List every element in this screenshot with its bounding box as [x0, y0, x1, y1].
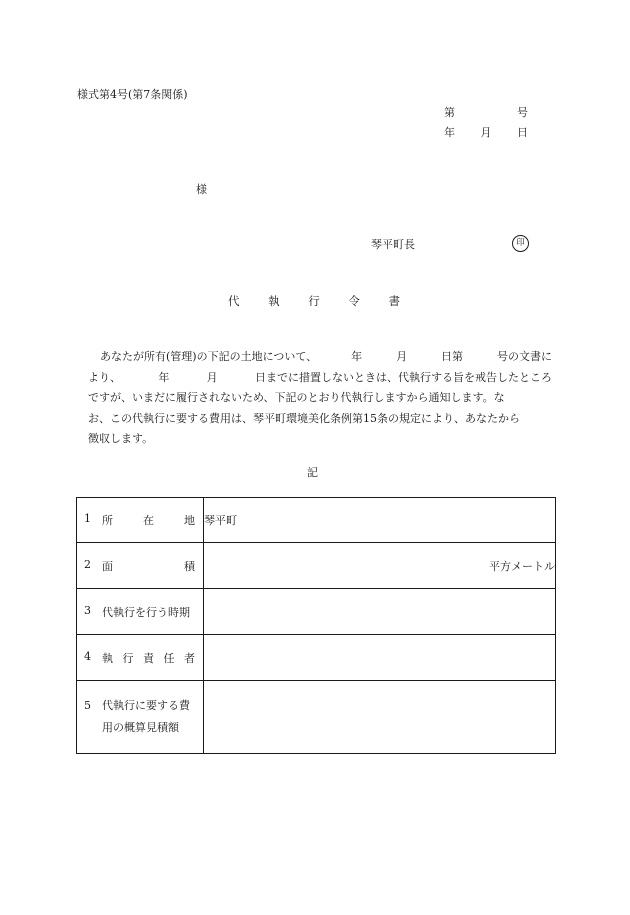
label-line: 用の概算見積額 [102, 721, 179, 734]
details-table [76, 497, 556, 754]
body-text [88, 347, 552, 450]
table-row [77, 635, 556, 681]
row-number: 3 [84, 603, 91, 617]
label-char: 任 [163, 651, 175, 665]
body-segment: 年 [158, 370, 170, 384]
row-label-text [102, 695, 195, 739]
row-label [77, 589, 204, 635]
row-label-text [102, 558, 195, 574]
title-char: 執 [268, 294, 280, 308]
body-line [88, 347, 552, 368]
execution-time-value [204, 589, 556, 635]
body-line [88, 368, 552, 389]
label-char: 行 [122, 651, 134, 665]
row-label-text [102, 650, 195, 666]
title-char: 書 [388, 294, 400, 308]
row-label [77, 498, 204, 543]
row-number: 4 [84, 649, 91, 663]
body-line [88, 429, 552, 450]
body-segment: 号の文書に [496, 350, 552, 363]
body-segment: ですが、いまだに履行されないため、下記のとおり代執行しますから通知します。な [88, 391, 505, 404]
date-year: 年 [444, 126, 455, 139]
title-char: 代 [228, 294, 240, 308]
date-day: 日 [517, 126, 528, 139]
body-segment: 日までに措置しないときは、代執行する旨を戒告したところ [254, 370, 552, 384]
row-label [77, 543, 204, 589]
body-segment: 日第 [441, 350, 464, 363]
body-segment: お、この代執行に要する費用は、琴平町環境美化条例第15条の規定により、あなたから [88, 411, 520, 425]
body-line [88, 388, 552, 409]
ki-heading: 記 [307, 466, 318, 479]
body-line [88, 409, 552, 430]
body-segment: 徴収します。 [88, 432, 154, 445]
row-number: 2 [84, 557, 91, 571]
doc-number-prefix: 第 [444, 106, 455, 119]
document-title [228, 293, 400, 309]
label-char: 責 [143, 651, 154, 665]
row-label-text: 代執行を行う時期 [102, 605, 190, 619]
body-segment: 月 [396, 350, 408, 363]
table-row [77, 681, 556, 754]
body-segment: より、 [88, 370, 121, 384]
doc-number-suffix: 号 [517, 106, 528, 119]
body-segment: 年 [351, 350, 363, 363]
label-char: 面 [102, 559, 113, 573]
addressee-suffix: 様 [196, 183, 207, 196]
estimated-cost-value [204, 681, 556, 754]
area-value: 平方メートル [204, 543, 556, 589]
document-date [444, 124, 528, 140]
title-char: 令 [348, 294, 360, 308]
title-char: 行 [308, 294, 320, 308]
location-value: 琴平町 [204, 498, 556, 543]
responsible-person-value [204, 635, 556, 681]
issuer-name: 琴平町長 [371, 238, 415, 251]
form-number: 様式第4号(第7条関係) [77, 88, 188, 101]
label-char: 積 [184, 559, 195, 573]
body-segment: 月 [206, 370, 218, 384]
row-label [77, 681, 204, 754]
document-number [444, 104, 528, 120]
label-char: 在 [143, 514, 154, 527]
label-char: 地 [184, 514, 195, 527]
label-line: 代執行に要する費 [102, 699, 190, 712]
seal-mark-icon: 印 [512, 235, 529, 252]
table-row [77, 498, 556, 543]
body-segment: あなたが所有(管理)の下記の土地について、 [100, 350, 318, 363]
label-char: 所 [102, 514, 113, 527]
row-number: 5 [84, 699, 91, 712]
row-label [77, 635, 204, 681]
row-label-text [102, 512, 195, 528]
date-month: 月 [480, 126, 492, 139]
table-row [77, 543, 556, 589]
table-row [77, 589, 556, 635]
label-char: 執 [102, 651, 113, 665]
label-char: 者 [184, 651, 195, 665]
row-number: 1 [84, 512, 91, 525]
